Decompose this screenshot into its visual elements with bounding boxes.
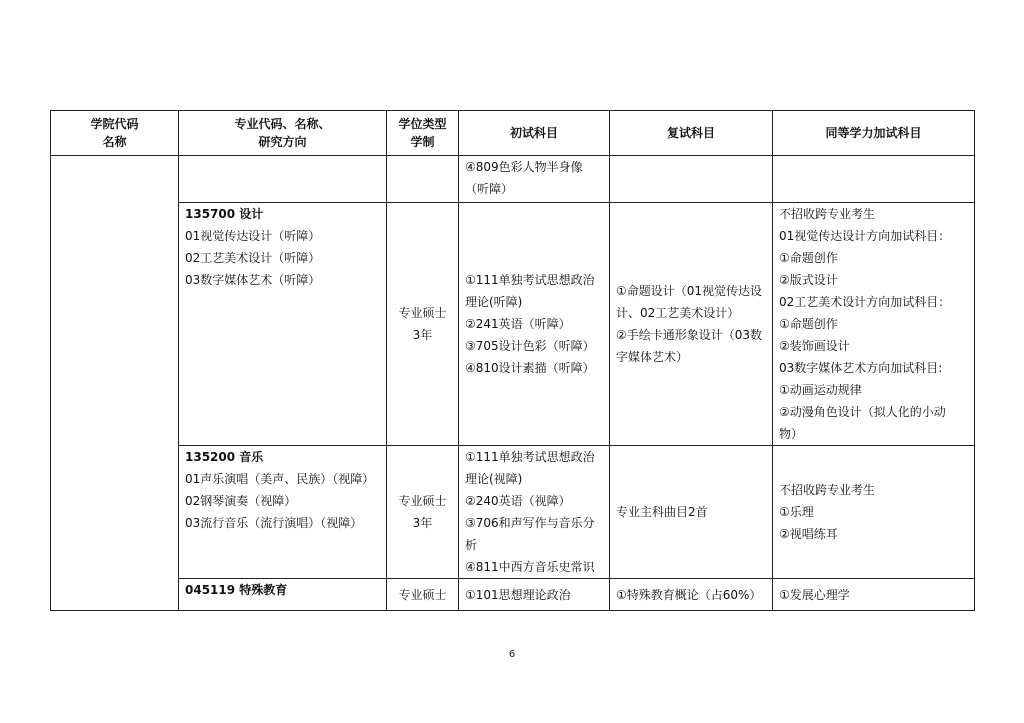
retest-cell bbox=[610, 156, 773, 203]
major-code: 045119 特殊教育 bbox=[185, 583, 288, 597]
table-row bbox=[51, 156, 975, 203]
retest-cell: ①特殊教育概论（占60%） bbox=[610, 579, 773, 611]
degree-cell: 专业硕士 3年 bbox=[387, 203, 459, 446]
degree-cell: 专业硕士 bbox=[387, 579, 459, 611]
admissions-table bbox=[50, 110, 975, 611]
retest-cell: 专业主科曲目2首 bbox=[610, 446, 773, 579]
initial-cell: ④809色彩人物半身像 （听障） bbox=[459, 156, 610, 203]
header-college: 学院代码 名称 bbox=[51, 111, 179, 156]
degree-cell: 专业硕士 3年 bbox=[387, 446, 459, 579]
major-cell: 135700 设计 01视觉传达设计（听障） 02工艺美术设计（听障） 03数字媒体艺术（听障） bbox=[179, 203, 387, 446]
initial-cell: ①111单独考试思想政治 理论(听障) ②241英语（听障） ③705设计色彩（听障） ④810设计素描（听障） bbox=[459, 203, 610, 446]
major-code: 135700 设计 bbox=[185, 207, 264, 221]
initial-cell: ①111单独考试思想政治 理论(视障) ②240英语（视障） ③706和声写作与音乐分 析 ④811中西方音乐史常识 bbox=[459, 446, 610, 579]
header-initial: 初试科目 bbox=[459, 111, 610, 156]
extra-cell: 不招收跨专业考生 01视觉传达设计方向加试科目： ①命题创作 ②版式设计 02工艺美术设计方向加试科目： ①命题创作 ②装饰画设计 03数字媒体艺术方向加试科目: ①动画运动规律 ②动漫角色设计（拟人化的小动 物） bbox=[773, 203, 975, 446]
header-row bbox=[51, 111, 975, 156]
header-extra: 同等学力加试科目 bbox=[773, 111, 975, 156]
major-cell bbox=[179, 156, 387, 203]
major-cell bbox=[179, 579, 387, 611]
header-degree: 学位类型 学制 bbox=[387, 111, 459, 156]
table-row bbox=[51, 446, 975, 579]
table-row bbox=[51, 579, 975, 611]
header-retest: 复试科目 bbox=[610, 111, 773, 156]
degree-cell bbox=[387, 156, 459, 203]
extra-cell bbox=[773, 156, 975, 203]
extra-cell: ①发展心理学 bbox=[773, 579, 975, 611]
extra-cell: 不招收跨专业考生 ①乐理 ②视唱练耳 bbox=[773, 446, 975, 579]
initial-cell: ①101思想理论政治 bbox=[459, 579, 610, 611]
table-row bbox=[51, 203, 975, 446]
major-code: 135200 音乐 bbox=[185, 450, 264, 464]
page-number: 6 bbox=[508, 649, 516, 660]
retest-cell: ①命题设计（01视觉传达设 计、02工艺美术设计） ②手绘卡通形象设计（03数 字媒体艺术） bbox=[610, 203, 773, 446]
header-major: 专业代码、名称、 研究方向 bbox=[179, 111, 387, 156]
major-cell: 135200 音乐 01声乐演唱（美声、民族）（视障） 02钢琴演奏（视障） 03流行音乐（流行演唱）（视障） bbox=[179, 446, 387, 579]
college-cell bbox=[51, 156, 179, 611]
